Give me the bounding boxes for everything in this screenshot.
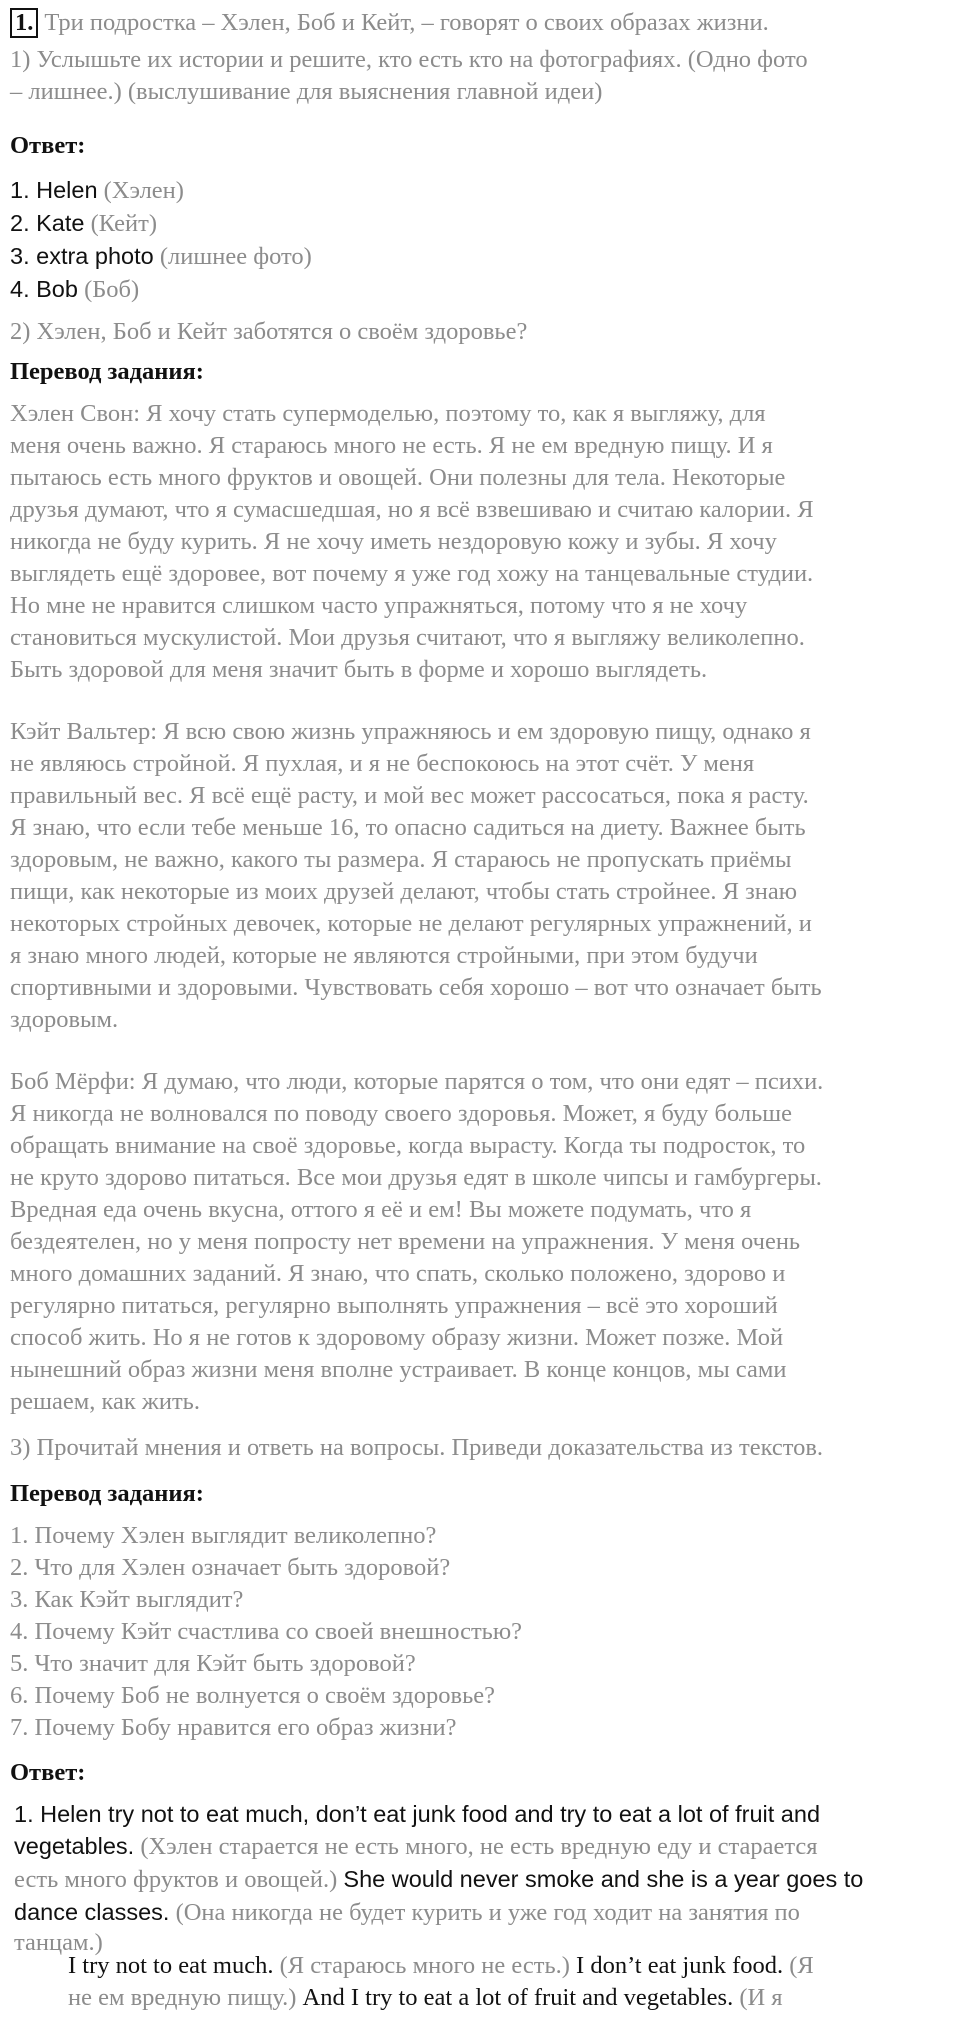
answer-item: 4. Bob (Боб) (10, 276, 140, 303)
answer-item: 1. Helen (Хэлен) (10, 177, 184, 204)
part1-question (10, 44, 808, 108)
translation-heading: Перевод задания: (10, 1480, 204, 1507)
part1-answers (10, 174, 312, 306)
helen-paragraph (10, 398, 814, 686)
text-line: Боб Мёрфи: Я думаю, что люди, которые парятся о том, что они едят – психи. (10, 1068, 824, 1095)
text-line: 1) Услышьте их истории и решите, кто есть кто на фотографиях. (Одно фото (10, 46, 808, 73)
text-line: я знаю много людей, которые не являются стройными, при этом будучи (10, 942, 758, 969)
text-line: Я никогда не волновался по поводу своего здоровья. Может, я буду больше (10, 1100, 793, 1127)
text-line: обращать внимание на своё здоровье, когда вырасту. Когда ты подросток, то (10, 1132, 806, 1159)
translation-heading: Перевод задания: (10, 358, 204, 385)
text-line: Я знаю, что если тебе меньше 16, то опасно садиться на диету. Важнее быть (10, 814, 806, 841)
text-line: Быть здоровой для меня значит быть в форме и хорошо выглядеть. (10, 656, 708, 683)
text-line: меня очень важно. Я стараюсь много не есть. Я не ем вредную пищу. И я (10, 432, 773, 459)
text-line: регулярно питаться, регулярно выполнять упражнения – всё это хороший (10, 1292, 778, 1319)
text-line: 1. Helen try not to eat much, don’t eat junk food and try to eat a lot of fruit and (14, 1801, 821, 1827)
text-line: никогда не буду курить. Я не хочу иметь нездоровую кожу и зубы. Я хочу (10, 528, 777, 555)
quote-block: I try not to eat much. (Я стараюсь много не есть.) I don’t eat junk food. (Я не ем вредную пищу.) And I try to eat a lot of fruit and vegetables. (И я (68, 1952, 814, 2011)
text-line: Вредная еда очень вкусна, оттого я её и ем! Вы можете подумать, что я (10, 1196, 752, 1223)
text-line: Но мне не нравится слишком часто упражняться, потому что я не хочу (10, 592, 748, 619)
answer-heading: Ответ: (10, 132, 86, 159)
part3-questions-list (10, 1520, 522, 1744)
text-line: решаем, как жить. (10, 1388, 200, 1415)
list-item: 7. Почему Бобу нравится его образ жизни? (10, 1714, 457, 1741)
text-line: нынешний образ жизни меня вполне устраивает. В конце концов, мы сами (10, 1356, 787, 1383)
text-line: становиться мускулистой. Мои друзья считают, что я выгляжу великолепно. (10, 624, 805, 651)
text-line: не являюсь стройной. Я пухлая, и я не беспокоюсь на этот счёт. У меня (10, 750, 755, 777)
list-item: 6. Почему Боб не волнуется о своём здоровье? (10, 1682, 495, 1709)
answer-heading: Ответ: (10, 1759, 86, 1786)
text-line: Кэйт Вальтер: Я всю свою жизнь упражняюсь и ем здоровую пищу, однако я (10, 718, 811, 745)
text-line: правильный вес. Я всё ещё расту, и мой вес может рассосаться, пока я расту. (10, 782, 809, 809)
text-line: спортивными и здоровыми. Чувствовать себя хорошо – вот что означает быть (10, 974, 822, 1001)
list-item: 4. Почему Кэйт счастлива со своей внешностью? (10, 1618, 522, 1645)
text-line: здоровым, не важно, какого ты размера. Я стараюсь не пропускать приёмы (10, 846, 792, 873)
text-line: друзья думают, что я сумасшедшая, но я всё взвешиваю и считаю калории. Я (10, 496, 814, 523)
text-line: – лишнее.) (выслушивание для выяснения главной идеи) (10, 78, 603, 105)
text-line: не круто здорово питаться. Все мои друзья едят в школе чипсы и гамбургеры. (10, 1164, 822, 1191)
text-line: выглядеть ещё здоровее, вот почему я уже год хожу на танцевальные студии. (10, 560, 814, 587)
task-intro-text: Три подростка – Хэлен, Боб и Кейт, – говорят о своих образах жизни. (44, 9, 769, 36)
text-line: пищи, как некоторые из моих друзей делают, чтобы стать стройнее. Я знаю (10, 878, 798, 905)
text-line: пытаюсь есть много фруктов и овощей. Они полезны для тела. Некоторые (10, 464, 786, 491)
kate-paragraph (10, 716, 822, 1036)
list-item: 5. Что значит для Кэйт быть здоровой? (10, 1650, 416, 1677)
text-line: способ жить. Но я не готов к здоровому образу жизни. Может позже. Мой (10, 1324, 784, 1351)
answer-item: 2. Kate (Кейт) (10, 210, 158, 237)
answer-1: 1. Helen try not to eat much, don’t eat junk food and try to eat a lot of fruit and vegetables. (Хэлен старается не есть много, не есть вредную еду и старается есть много фруктов и овощей.) She would never smoke and she is a year goes to dance classes. (Она никогда не будет курить и уже год ходит на занятия по танцам.) (14, 1798, 863, 1957)
list-item: 2. Что для Хэлен означает быть здоровой? (10, 1554, 451, 1581)
text-line: танцам.) (14, 1929, 103, 1956)
part2-question: 2) Хэлен, Боб и Кейт заботятся о своём здоровье? (10, 318, 528, 345)
text-line: бездеятелен, но у меня попросту нет времени на упражнения. У меня очень (10, 1228, 801, 1255)
text-line: Хэлен Свон: Я хочу стать супермоделью, поэтому то, как я выгляжу, для (10, 400, 766, 427)
text-line: некоторых стройных девочек, которые не делают регулярных упражнений, и (10, 910, 812, 937)
list-item: 1. Почему Хэлен выглядит великолепно? (10, 1522, 437, 1549)
list-item: 3. Как Кэйт выглядит? (10, 1586, 244, 1613)
part3-question: 3) Прочитай мнения и ответь на вопросы. Приведи доказательства из текстов. (10, 1434, 824, 1461)
bob-paragraph (10, 1066, 823, 1418)
task-intro (10, 7, 769, 39)
task-number-badge: 1. (10, 8, 38, 38)
text-line: много домашних заданий. Я знаю, что спать, сколько положено, здорово и (10, 1260, 786, 1287)
answer-item: 3. extra photo (лишнее фото) (10, 243, 312, 270)
text-line: здоровым. (10, 1006, 119, 1033)
